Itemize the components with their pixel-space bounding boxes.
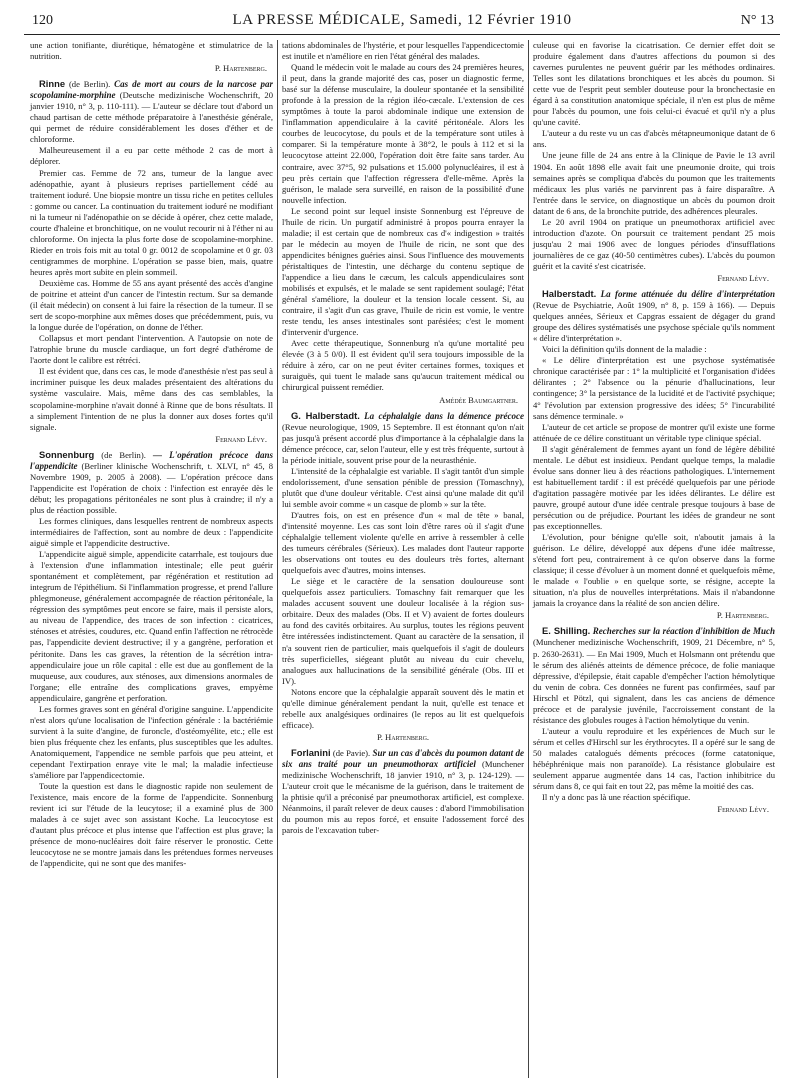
paragraph: culeuse qui en favorise la cicatrisation. Ce dernier effet doit se produire également dans d'autres affections du poumon si des cavernes purulentes ne peuvent guérir par les méthodes ordinaires. Telles sont les dilatations bronchiques et les abcès du poumon. Si cette vue de l'esprit peut sembler douteuse pour la bronchectasie en égard à sa constitution anatomique spéciale, il n'en est plus de même pour l'abcès du poumon, une fois celui-ci évacué et qu'il n'y a plus qu'une cavité. [533, 40, 775, 128]
article-title: La forme atténuée du délire d'interprétation [600, 289, 775, 300]
reference: (Munchener medizinische Wochenschrift, 1909, 21 Décembre, n° 5, p. 2630-2631). — En Mai 1909, Much et Holsmann ont prétendu que le sérum des aliénés atteints de démence précoce, de folie maniaque dépressive, d'épilepsie, était capable d'empêcher l'action hémolytique du venin de cobra. Ces données ne furent pas confirmées, sauf par Hirschl et Pötzl, qui signalent, dans les cas anciens de démence précoce et de paralysie juvénile, l'accroissement constant de la résistance des globules rouges à l'action hémolytique du venin. [533, 637, 775, 725]
abstract-heading [30, 78, 273, 145]
signature: Fernand Lévy. [717, 804, 769, 815]
paragraph: Quand le médecin voit le malade au cours des 24 premières heures, il peut, dans la grande majorité des cas, poser un diagnostic ferme, basé sur la défense musculaire, la douleur spontanée et la sensibilité profonde à la pression de la région iléo-cæcale. L'extension de ces symptômes à toute la paroi abdominale indique une extension de l'inflammation appendiculaire à la cavité péritonéale. Alors les courbes de leucocytose, du pouls et de la température sont utiles à comparer. Si la température monte à 38°2, le pouls à 112 et si la leucocytose atteint 22.000, l'opération doit être faite sans tarder. Au contraire, avec 37°5, 92 pulsations et 15.000 polynucléaires, il est à peu près certain que l'affection régressera d'elle-même. Après la guérison, le malade sera surveillé, en raison de la possibilité d'une nouvelle infection. [282, 62, 524, 205]
author-place: (de Berlin). [68, 79, 111, 90]
journal-title: LA PRESSE MÉDICALE, Samedi, 12 Février 1910 [232, 12, 572, 28]
reference: (Deutsche medizinische Wochenschrift, 20 janvier 1910, n° 3, p. 110-111). — L'auteur se déclare tout d'abord un chaud partisan de cette méthode préparatoire à l'anesthésie générale, qui permet de réduire considérablement les doses d'éther et de chloroforme. [30, 90, 273, 145]
author: Forlanini [291, 746, 331, 758]
abstract-heading [533, 625, 775, 725]
abstract-heading [282, 747, 524, 836]
abstract-heading [282, 410, 524, 466]
column-1 [26, 40, 277, 1078]
paragraph: « Le délire d'interprétation est une psychose systématisée chronique caractérisée par : 1° la multiplicité et l'organisation d'idées délirantes ; 2° l'absence ou la pénurie d'hallucinations, leur contingence; 3° la persistance de la lucidité et de l'activité psychique; 4° l'évolution par extension progressive des idées; 5° l'incurabilité sans démence terminale. » [533, 355, 775, 421]
paragraph: Deuxième cas. Homme de 55 ans ayant présenté des accès d'angine de poitrine et atteint d'un cancer de l'intestin rectum. Sur sa demande (il était médecin) on consent à lui faire la résection de la tumeur. Il se sert de scopo-morphine aux mêmes doses que précédemment, puis, vu la longue durée de l'opération, on donne de l'éther. [30, 277, 273, 333]
paragraph: L'auteur a du reste vu un cas d'abcès métapneumonique datant de 6 ans. [533, 128, 775, 150]
reference: (Revue de Psychiatrie, Août 1909, n° 8, p. 159 à 166). — Depuis quelques années, Sérieux et Capgras essaient de dégager du grand groupe des délires systématisés une psychose spéciale qu'ils nomment « délire d'interprétation ». [533, 300, 775, 344]
article-title: La céphalalgie dans la démence précoce [364, 410, 525, 421]
paragraph: L'intensité de la céphalalgie est variable. Il s'agit tantôt d'un simple endolorissement, d'une sensation pénible de pression (Tomaschny), plutôt que d'une douleur véritable. C'est ainsi qu'une malade dit qu'il lui semble avoir comme « un casque de plomb » sur la tête. [282, 465, 524, 509]
paragraph: Une jeune fille de 24 ans entre à la Clinique de Pavie le 13 avril 1904. En août 1898 elle avait fait une pneumonie droite, qui trois semaines après se compliqua d'abcès du poumon que les traitements médicaux les plus variés ne parvinrent pas à faire disparaître. A l'entrée dans le service, on diagnostique un abcès du poumon droit datant de 6 ans, de la bronchite putride, des adhérences pleurales. [533, 150, 775, 216]
paragraph: Les formes graves sont en général d'origine sanguine. L'appendicite n'est alors qu'une localisation de l'infection générale : la bactériémie survient à la suite d'angine, de furoncle, d'ostéomyélite, etc.; elle est bien plus fréquente chez les enfants, plus susceptibles que les adultes. Anatomiquement, l'appendice ne semble parfois que peu atteint, et cependant l'extirpation enraye vite le mal; la maladie infectieuse s'améliore par l'appendicectomie. [30, 703, 273, 781]
paragraph: tations abdominales de l'hystérie, et pour lesquelles l'appendicectomie est inutile et n'améliore en rien l'état général des malades. [282, 40, 524, 62]
article-title: Recherches sur la réaction d'inhibition de Much [592, 626, 775, 637]
article-title: Cas de mort au cours de la narcose par scopolamine-morphine [30, 79, 274, 101]
article-title: — L'opération précoce dans l'appendicite [30, 449, 273, 471]
signature: P. Hartenberg. [716, 610, 769, 621]
header-rule [24, 34, 780, 35]
paragraph: Malheureusement il a eu par cette méthode 2 cas de mort à déplorer. [30, 145, 273, 167]
column-2 [277, 40, 528, 1078]
author: Rinne [39, 78, 66, 90]
abstract-heading [30, 449, 273, 516]
paragraph: Il est évident que, dans ces cas, le mode d'anesthésie n'est pas seul à incriminer puisque les deux malades présentaient des altérations du système vasculaire. Mais, même dans des cas semblables, la scopolamine-morphine n'avait donné à Rinne que de bons résultats. Il a simplement l'intention de ne plus la donner aux doses fortes qu'il signale. [30, 366, 273, 432]
paragraph: L'appendicite aiguë simple, appendicite catarrhale, est toujours due à l'extension d'une inflammation intestinale; elle peut guérir spontanément et complètement, par régénération et restitution ad integrum de l'épithélium. Si l'inflammation progresse, et prend l'allure phlegmoneuse, généralement accompagnée de réaction péritonéale, la régression des symptômes peut encore se faire, mais il persiste alors, au niveau de l'appendice, des traces de son infection : cicatrices, sténoses et atrésies, coudures, etc. Quand enfin l'affection ne rétrocède pas, l'appendicite devient destructive; il y a gangrène, perforation et péritonite. Dans les cas graves, la rétention de la sécrétion intra-appendiculaire joue un rôle capital : elle est due au gonflement de la muqueuse, aux coudures, aux sténoses, aux dimensions anormales de l'organe; elle entraîne des complications graves, empyème appendiculaire, gangrène et perforation. [30, 549, 273, 703]
signature: Fernand Lévy. [215, 433, 267, 444]
paragraph: D'autres fois, on est en présence d'un « mal de tête » banal, d'intensité moyenne. Les cas sont loin d'être rares où il s'agit d'une céphalalgie tellement violente qu'elle en arrive à ressembler à celle des tumeurs cérébrales (Sérieux). Les malades dont l'auteur rapporte les observations ont toutes eu des douleurs très fortes, alternant quelquefois avec d'autres, moins intenses. [282, 509, 524, 576]
abstract-heading [533, 288, 775, 344]
paragraph: Collapsus et mort pendant l'intervention. A l'autopsie on note de l'atrophie brune du muscle cardiaque, un fort degré d'athérome de l'aorte dont le calibre est rétréci. [30, 333, 273, 366]
author-place: (de Pavie). [332, 747, 371, 758]
signature: P. Hartenberg. [376, 731, 430, 742]
signature: Amédée Baumgartner. [439, 394, 518, 405]
reference: (Munchener medizinische Wochenschrift, 18 janvier 1910, n° 3, p. 124-129). — L'auteur croit que le mécanisme de la guérison, dans le traitement de la phtisie qu'il a préconisé par pneumothorax artificiel, est complexe. Néanmoins, il paraît relever de deux causes : d'abord l'immobilisation du poumon mis au repos forcé, et ensuite l'adossement forcé des parois de l'excavation tuber- [282, 759, 524, 836]
paragraph: Voici la définition qu'ils donnent de la maladie : [542, 344, 707, 355]
paragraph: Le 20 avril 1904 on pratique un pneumothorax artificiel avec introduction d'azote. On poursuit ce traitement pendant 25 mois jusqu'au 2 mai 1906 avec de longues périodes d'insufflations journalières de ce gaz (40-50 centimètres cubes). L'abcès du poumon guérit et la cavité s'est cicatrisée. [533, 216, 775, 271]
author-place: (de Berlin). [101, 449, 146, 460]
paragraph: Le second point sur lequel insiste Sonnenburg est l'épreuve de l'huile de ricin. Un purgatif administré à propos pourra enrayer la maladie; il est certain que de nombreux cas d'« indigestion » traités par le médecin au moyen de l'huile de ricin, ne sont que des appendicites bénignes guéries ainsi. Sous l'influence des mouvements péristaltiques de l'intestin, une décharge du contenu septique de l'appendice a lieu dans le cæcum, les calculs appendiculaires sont mobilisés et expulsés, et le malade se sent rapidement soulagé; l'état général s'améliore, la douleur et la tension locale cessent. Si, au contraire, il s'agit d'un cas grave, l'huile de ricin est vomie, le ventre reste tendu, les anses intestinales sont parésiées; c'est le moment d'intervenir d'urgence. [282, 205, 524, 338]
paragraph: Il n'y a donc pas là une réaction spécifique. [542, 792, 691, 803]
column-3 [528, 40, 779, 1078]
author: Sonnenburg [39, 448, 95, 460]
issue-number: N° 13 [740, 13, 774, 28]
author: G. Halberstadt. [291, 409, 360, 421]
paragraph: une action tonifiante, diurétique, hématogène et stimulatrice de la nutrition. [30, 40, 273, 62]
paragraph: L'auteur a voulu reproduire et les expériences de Much sur le sérum et celles d'Hirschl sur les érythrocytes. Il a opéré sur le sang de 50 malades catalogués déments précoces (forme catatonique, hébéphrénique mais non paranoïde). La résistance globulaire est seulement apparue augmentée dans 14 cas, l'action inhibitrice du sérum dans 8, ce qui fait en tout 22, pas même la moitié des cas. [533, 725, 775, 792]
paragraph: L'auteur de cet article se propose de montrer qu'il existe une forme atténuée de ce délire constituant un véritable type clinique spécial. [533, 421, 775, 443]
signature: Fernand Lévy. [717, 272, 769, 283]
paragraph: Le siège et le caractère de la sensation douloureuse sont quelquefois assez particuliers. Tomaschny fait remarquer que les malades accusent souvent une douleur localisée à la région sus-orbitaire. Deux des malades (Obs. II et V) avaient de fortes douleurs au fond des cavités orbitaires. Au surplus, toutes les régions peuvent être intéressées indistinctement. Quant au caractère de la sensation, il n'a souvent rien de particulier, mais quelquefois il s'agit de douleurs très superficielles, siégeant plutôt au niveau du cuir chevelu, analogues aux hallucinations de la sensibilité générale (Obs. III et IV). [282, 576, 524, 686]
paragraph: Premier cas. Femme de 72 ans, tumeur de la langue avec adénopathie, ayant à plusieurs reprises partiellement cédé au traitement ioduré. Une biopsie montre un tissu riche en petites cellules : gomme ou cancer. La continuation du traitement ioduré ne modifiant ni la tumeur ni l'adénopathie on se décide à opérer, chez cette malade, courte d'haleine et bronchitique, on ne voulut recourir ni à l'éther ni au chloroforme. On injecta la plus forte dose de scopolamine-morphine. Rieder en trois fois mit au total 0 gr. 0012 de scopolamine et 0 gr. 03 centigrammes de morphine. L'opération se passe bien, mais, quatre heures après mort subite en plein sommeil. [30, 167, 273, 277]
signature: P. Hartenberg. [214, 63, 267, 74]
article-columns [26, 40, 780, 1078]
article-title: Sur un cas d'abcès du poumon datant de six ans traité pour un pneumothorax artificiel [282, 747, 525, 769]
paragraph: L'évolution, pour bénigne qu'elle soit, n'aboutit jamais à la guérison. Le délire, développé aux dépens d'une idée maîtresse, s'étend fort peu, contrairement à ce qu'on observe dans la forme classique; il cesse d'évoluer à un moment donné et quelquefois même, le malade « l'oublie » en quelque sorte, se résigne, accepte la situation, n'a plus de nouvelles interprétations. Mais il n'abandonne jamais la croyance dans la réalité de son ancien délire. [533, 532, 775, 609]
paragraph: Notons encore que la céphalalgie apparaît souvent dès le matin et qu'elle diminue généralement pendant la nuit, qu'elle est tenace et rebelle aux analgésiques ordinaires (le repos au lit est quelquefois efficace). [282, 686, 524, 730]
paragraph: Avec cette thérapeutique, Sonnenburg n'a qu'une mortalité peu élevée (3 à 5 0/0). Il est évident qu'il sera toujours impossible de la réduire à zéro, car on ne peut éviter certaines formes, toxiques et suraiguës, qui tuent le malade sans qu'aucun traitement médical ou chirurgical puissent remédier. [282, 338, 524, 393]
page-number: 120 [32, 13, 53, 28]
reference: (Revue neurologique, 1909, 15 Septembre. Il est étonnant qu'on n'ait pas jusqu'à présent accordé plus d'importance à la céphalalgie dans la démence précoce, car, selon l'auteur, elle y est très fréquente, surtout à la période initiale, souvent prise pour de la neurasthénie. [282, 421, 524, 465]
author: E. Shilling. [542, 625, 591, 637]
paragraph: Les formes cliniques, dans lesquelles rentrent de nombreux aspects intermédiaires de l'affection, sont au nombre de deux : l'appendicite aiguë simple et l'appendicite destructive. [30, 515, 273, 549]
reference: (Berliner klinische Wochenschrift, t. XLVI, n° 45, 8 Novembre 1909, p. 2005 à 2008). — L'opération précoce dans l'appendicite est l'opération de choix : l'infection est enrayée dès le début; les propagations péritonéales ne sont plus à craindre; il n'y a plus de réaction possible. [30, 460, 273, 515]
paragraph: Toute la question est dans le diagnostic rapide non seulement de l'existence, mais encore de la forme de l'appendicite. Sonnenburg revient ici sur l'étude de la leucytose; il a examiné plus de 300 malades à ce sujet avec son assistant Koche. La leucocytose est d'autant plus précoce et plus intense que l'affection est plus grave; la présence de mono-nucléaires doit faire réserver le pronostic. Cette leucocytose ne se montre jamais dans les prétendues formes nerveuses de l'appendicite, qui ne sont que des manifes- [30, 781, 273, 869]
author: Halberstadt. [542, 288, 597, 300]
paragraph: Il s'agit généralement de femmes ayant un fond de légère débilité mentale. Le début est insidieux. Pendant quelque temps, la maladie évolue sans donner lieu à des réactions pathologiques. L'internement est habituellement tardif : il est précédé quelquefois par une période d'agitation passagère motivée par les idées délirantes. Le délire est pauvre, groupé autour d'une idée centrale presque toujours à base de persécution ou de préjudice. Pourtant les idées de grandeur ne sont pas exceptionnelles. [533, 443, 775, 532]
